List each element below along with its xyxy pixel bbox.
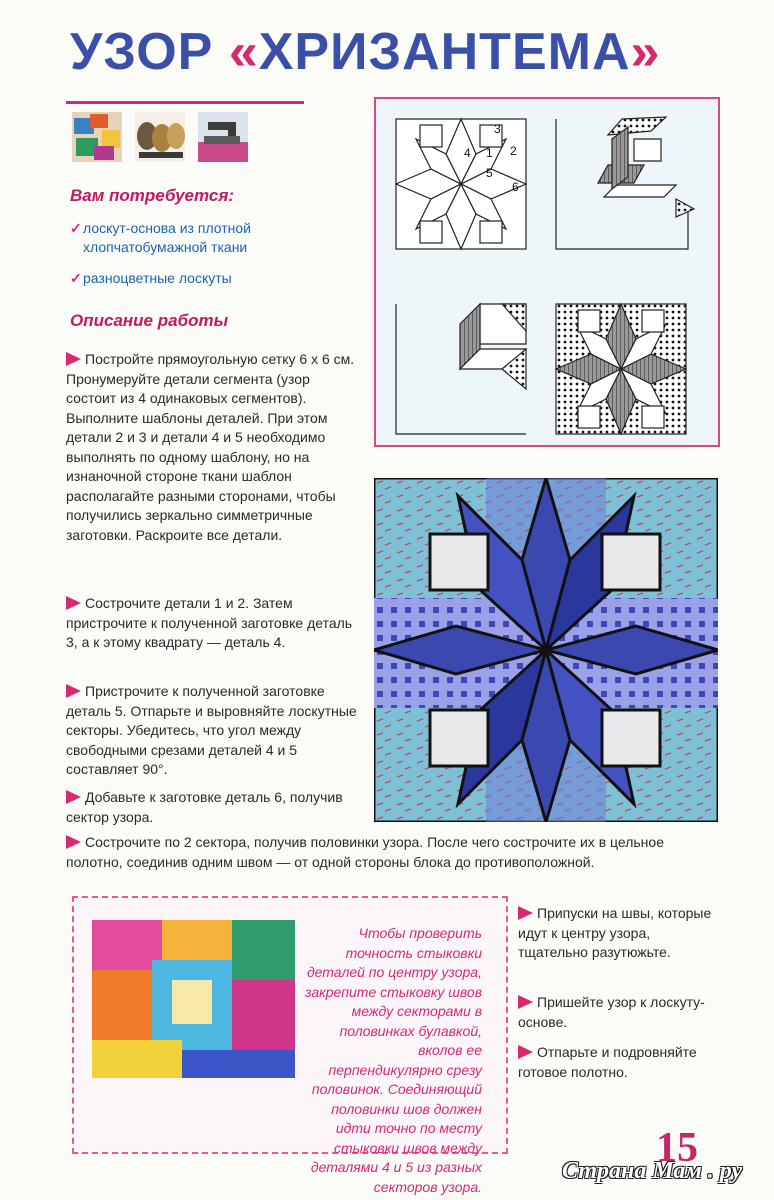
step-4 <box>66 788 346 827</box>
step-1 <box>66 350 358 545</box>
step-text: Сострочите детали 1 и 2. Затем пристрочите к полученной заготовке деталь 3, а к этому квадрату — деталь 4. <box>66 595 353 650</box>
final-step-text: Отпарьте и подровняйте готовое полотно. <box>518 1044 697 1080</box>
needs-item-2 <box>70 269 300 288</box>
diagram-step-4 <box>556 304 686 434</box>
needs-heading: Вам потребуется: <box>70 186 234 205</box>
needs-item-1 <box>70 219 300 257</box>
diagram-step-2 <box>556 117 694 249</box>
patchwork-pillow-photo <box>92 920 295 1078</box>
step-3 <box>66 682 358 780</box>
arrow-icon <box>66 835 81 849</box>
step-2 <box>66 594 358 653</box>
step-5 <box>66 833 686 872</box>
thread-spools-thumbnail <box>135 112 185 162</box>
tip-text: Чтобы проверить точность стыковки деталей по центру узора, закрепите стыковку швов между секторами в половинках булавкой, вколов ее перпендикулярно срезу половинок. Соединяющий половинки шов должен идти точно по месту стыковки швов между деталями 4 и 5 из разных секторов узора. <box>304 925 482 1195</box>
arrow-icon <box>66 352 81 366</box>
assembly-diagram <box>374 97 720 447</box>
diagram-label-4: 4 <box>464 146 471 160</box>
work-heading: Описание работы <box>70 311 229 330</box>
page-title <box>70 22 660 82</box>
title-prefix: УЗОР <box>70 23 229 81</box>
title-close-quote: » <box>630 23 661 81</box>
step-text: Добавьте к заготовке деталь 6, получив сектор узора. <box>66 789 343 825</box>
needs-item-text: разноцветные лоскуты <box>83 270 232 286</box>
title-word: ХРИЗАНТЕМА <box>258 23 631 81</box>
check-icon: ✓ <box>70 220 82 236</box>
diagram-label-1: 1 <box>486 146 493 160</box>
diagram-step-3 <box>396 304 526 434</box>
diagram-label-2: 2 <box>510 144 517 158</box>
arrow-icon <box>66 596 81 610</box>
arrow-icon <box>66 790 81 804</box>
title-rule <box>66 101 304 104</box>
needs-item-text: лоскут-основа из плотной хлопчатобумажной ткани <box>83 220 251 255</box>
final-step-2 <box>518 993 723 1032</box>
chrysanthemum-quilt-photo <box>374 478 718 822</box>
assembly-diagram-svg <box>376 99 718 445</box>
diagram-step-1 <box>396 119 526 249</box>
fabric-scraps-thumbnail <box>72 112 122 162</box>
diagram-label-5: 5 <box>486 166 493 180</box>
arrow-icon <box>518 906 533 920</box>
step-text: Сострочите по 2 сектора, получив половинки узора. После чего сострочите их в цельное полотно, соединив одним швом — от одной стороны блока до противоположной. <box>66 834 664 870</box>
page-number: 15 <box>656 1125 698 1171</box>
arrow-icon <box>518 995 533 1009</box>
check-icon: ✓ <box>70 270 82 286</box>
final-step-3 <box>518 1043 728 1082</box>
final-step-text: Пришейте узор к лоскуту-основе. <box>518 994 705 1030</box>
step-text: Постройте прямоугольную сетку 6 х 6 см. Пронумеруйте детали сегмента (узор состоит из 4 одинаковых сегментов). Выполните шаблоны деталей. При этом детали 2 и 3 и детали 4 и 5 необходимо выполнять по одному шаблону, но на изнаночной стороне ткани шаблон располагайте разными сторонами, чтобы получились зеркально симметричные заготовки. Раскроите все детали. <box>66 351 355 543</box>
final-step-1 <box>518 904 723 963</box>
arrow-icon <box>66 684 81 698</box>
sewing-machine-thumbnail <box>198 112 248 162</box>
step-text: Пристрочите к полученной заготовке деталь 5. Отпарьте и выровняйте лоскутные секторы. Убедитесь, что угол между свободными срезами деталей 4 и 5 составляет 90°. <box>66 683 357 777</box>
diagram-label-6: 6 <box>512 180 519 194</box>
arrow-icon <box>518 1045 533 1059</box>
title-open-quote: « <box>228 23 259 81</box>
diagram-label-3: 3 <box>494 122 501 136</box>
final-step-text: Припуски на швы, которые идут к центру узора, тщательно разутюжьте. <box>518 905 712 960</box>
site-watermark: Страна Мам . ру <box>562 1158 743 1184</box>
